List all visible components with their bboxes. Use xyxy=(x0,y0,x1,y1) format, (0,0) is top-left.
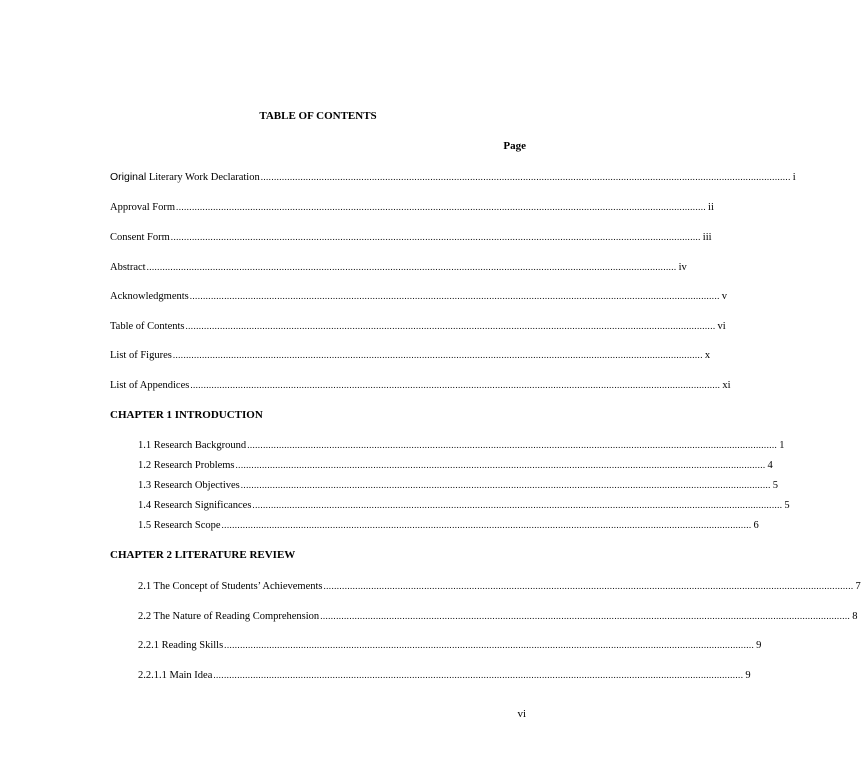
toc-entry-page: 1 xyxy=(779,440,785,451)
dot-leader: ........................................................................................................................................................................................................ xyxy=(235,460,766,470)
toc-entry-label: List of Figures xyxy=(110,350,172,361)
toc-entry-page: 5 xyxy=(772,480,779,491)
toc-entry-label: 2.2 The Nature of Reading Comprehension xyxy=(138,611,320,622)
dot-leader: ........................................................................................................................................................................................................ xyxy=(185,321,716,331)
toc-entry[interactable] xyxy=(110,170,796,184)
dot-leader: ........................................................................................................................................................................................................ xyxy=(146,262,677,272)
toc-entry-label: 1.1 Research Background xyxy=(138,440,247,451)
chapter-2-heading[interactable]: CHAPTER 2 LITERATURE REVIEW xyxy=(110,549,296,561)
toc-entry-label-prefix: Original xyxy=(110,171,147,183)
toc-entry-page: 9 xyxy=(756,640,762,651)
dot-leader: ........................................................................................................................................................................................................ xyxy=(224,640,755,650)
dot-leader: ........................................................................................................................................................................................................ xyxy=(172,350,703,360)
toc-title: TABLE OF CONTENTS xyxy=(259,110,377,122)
toc-entry-page: 8 xyxy=(852,611,858,622)
toc-entry[interactable] xyxy=(138,518,759,532)
toc-entry[interactable] xyxy=(138,609,858,623)
toc-entry-page: vi xyxy=(717,321,726,332)
toc-entry-page: 5 xyxy=(784,500,790,511)
toc-entry-label: 2.2.1 Reading Skills xyxy=(138,640,224,651)
dot-leader: ........................................................................................................................................................................................................ xyxy=(247,440,778,450)
toc-entry[interactable] xyxy=(138,458,773,472)
toc-entry-label: Acknowledgments xyxy=(110,291,189,302)
toc-entry-label: List of Appendices xyxy=(110,380,190,391)
dot-leader: ........................................................................................................................................................................................................ xyxy=(323,581,854,591)
dot-leader: ........................................................................................................................................................................................................ xyxy=(189,291,720,301)
toc-entry[interactable] xyxy=(110,200,714,214)
dot-leader: ........................................................................................................................................................................................................ xyxy=(176,202,707,212)
toc-entry-label: Table of Contents xyxy=(110,321,185,332)
dot-leader: ........................................................................................................................................................................................................ xyxy=(190,380,721,390)
toc-entry-page: 4 xyxy=(767,460,773,471)
toc-entry-page: 6 xyxy=(753,520,759,531)
footer-page-number: vi xyxy=(517,708,526,720)
toc-entry[interactable] xyxy=(110,230,712,244)
toc-entry-label: 2.1 The Concept of Students’ Achievements xyxy=(138,581,323,592)
toc-entry-page: i xyxy=(792,172,796,183)
chapter-1-heading[interactable]: CHAPTER 1 INTRODUCTION xyxy=(110,409,263,421)
toc-entry-label: 1.4 Research Significances xyxy=(138,500,252,511)
dot-leader: ........................................................................................................................................................................................................ xyxy=(260,172,791,182)
toc-entry-label: 1.5 Research Scope xyxy=(138,520,221,531)
toc-entry-page: iii xyxy=(702,232,712,243)
toc-entry-label: Abstract xyxy=(110,262,146,273)
dot-leader: ........................................................................................................................................................................................................ xyxy=(320,611,851,621)
toc-entry-label: Approval Form xyxy=(110,202,176,213)
toc-entry-page: 9 xyxy=(745,670,751,681)
page-column-header: Page xyxy=(503,140,526,152)
dot-leader: ........................................................................................................................................................................................................ xyxy=(170,232,701,242)
toc-entry[interactable] xyxy=(110,319,726,333)
toc-entry-label: 2.2.1.1 Main Idea xyxy=(138,670,213,681)
toc-entry-page: 7 xyxy=(855,581,861,592)
toc-entry-label: 1.2 Research Problems xyxy=(138,460,235,471)
dot-leader: ........................................................................................................................................................................................................ xyxy=(221,520,752,530)
toc-entry[interactable] xyxy=(138,438,785,452)
toc-entry-page: ii xyxy=(708,202,714,213)
toc-entry[interactable] xyxy=(138,668,751,682)
toc-entry[interactable] xyxy=(138,638,762,652)
dot-leader: ........................................................................................................................................................................................................ xyxy=(213,670,744,680)
toc-entry-page: iv xyxy=(678,262,687,273)
toc-entry[interactable] xyxy=(110,348,711,362)
dot-leader: ........................................................................................................................................................................................................ xyxy=(252,500,783,510)
dot-leader: ........................................................................................................................................................................................................ xyxy=(240,480,771,490)
toc-entry[interactable] xyxy=(138,478,779,492)
toc-entry[interactable] xyxy=(110,378,731,392)
toc-entry-page: xi xyxy=(722,380,731,391)
toc-entry-page: v xyxy=(721,291,727,302)
toc-entry[interactable] xyxy=(110,289,727,303)
toc-entry[interactable] xyxy=(110,260,687,274)
toc-entry-label: 1.3 Research Objectives xyxy=(138,480,240,491)
toc-entry-label: Literary Work Declaration xyxy=(146,172,260,183)
toc-entry[interactable] xyxy=(138,579,861,593)
toc-entry-label: Consent Form xyxy=(110,232,170,243)
toc-entry[interactable] xyxy=(138,498,790,512)
toc-entry-page: x xyxy=(704,350,711,361)
